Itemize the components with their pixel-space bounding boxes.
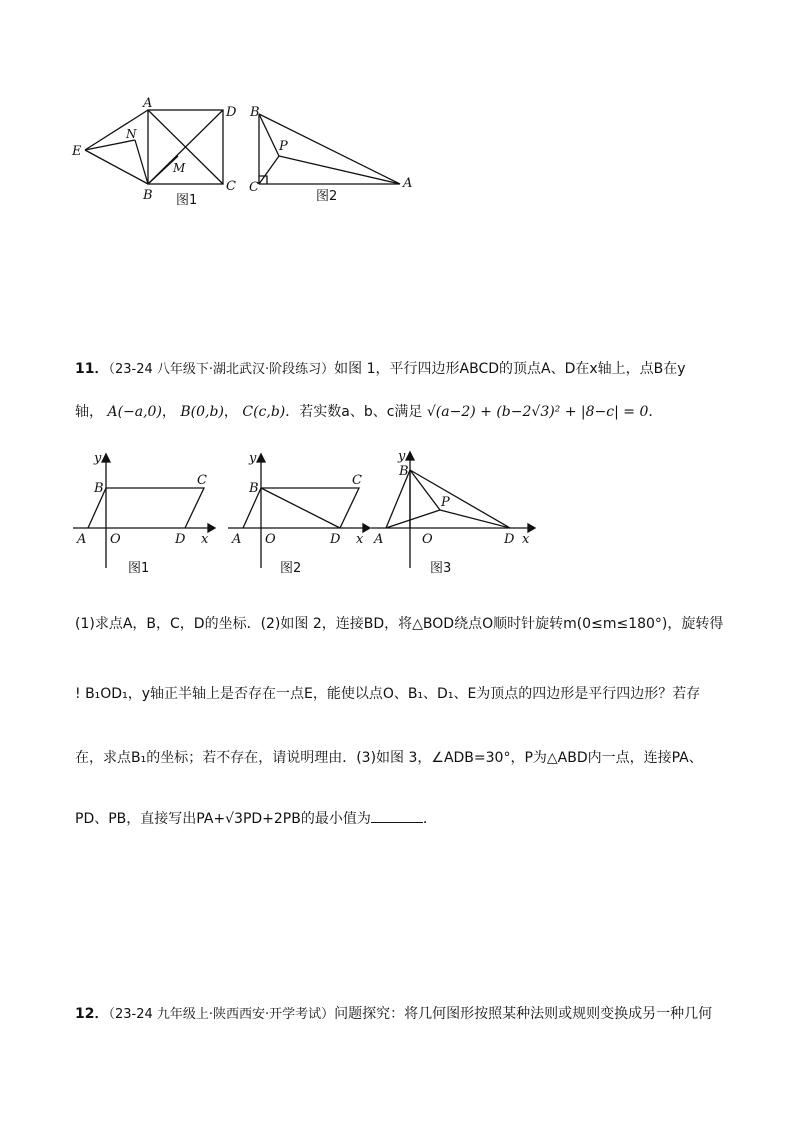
fig1-caption: 图1 (176, 193, 198, 208)
fig2-label-B: B (250, 105, 260, 120)
p11-fig1-caption: 图1 (128, 561, 150, 576)
problem11-line6: PD、PB，直接写出PA+√3PD+2PB的最小值为 ． (75, 811, 437, 827)
fig1-label-M: M (173, 161, 186, 175)
fig2-caption: 图2 (316, 189, 338, 204)
problem11-figures (68, 448, 548, 583)
p11-fig3 (371, 452, 535, 568)
fig2-label-C: C (249, 180, 259, 195)
p11-fig3-D: D (504, 532, 515, 547)
p11-fig3-B: B (399, 464, 409, 479)
point-A: A(−a,0) (107, 404, 162, 420)
problem11-line5: 在，求点B₁的坐标；若不存在，请说明理由．(3)如图 3，∠ADB=30°，P为△ABD内一点，连接PA、 (75, 750, 703, 766)
answer-blank[interactable] (371, 810, 423, 823)
p11-fig1-C: C (197, 473, 207, 488)
fig1-label-C: C (226, 179, 236, 194)
p11-fig3-x: x (522, 532, 530, 547)
fig2-label-A: A (403, 176, 413, 191)
p11-fig2-C: C (352, 473, 362, 488)
problem11-line4: ! B₁OD₁，y轴正半轴上是否存在一点E，能使以点O、B₁、D₁、E为顶点的四边形是平行四边形？若存 (75, 686, 701, 702)
problem11-line1-text: 如图 1，平行四边形ABCD的顶点A、D在x轴上，点B在y (334, 361, 686, 377)
problem11-number: 11． (75, 361, 109, 377)
p11-fig3-A: A (374, 532, 384, 547)
problem11-line6-text: PD、PB，直接写出PA+√3PD+2PB的最小值为 (75, 811, 371, 827)
p11-fig2-O: O (265, 532, 276, 547)
problem11-line1 (75, 358, 686, 378)
problem12-text: 问题探究：将几何图形按照某种法则或规则变换成另一种几何 (334, 1006, 713, 1022)
problem12-line1 (75, 1003, 712, 1023)
top-figure-1 (85, 110, 223, 184)
fig1-label-A: A (143, 96, 153, 111)
p11-fig1-O: O (110, 532, 121, 547)
p11-fig3-caption: 图3 (430, 561, 452, 576)
p11-fig1-x: x (201, 532, 209, 547)
fig1-label-D: D (226, 105, 237, 120)
p11-fig3-y: y (398, 449, 406, 464)
fig1-label-N: N (126, 127, 137, 141)
problem11-line3: (1)求点A，B，C，D的坐标．(2)如图 2，连接BD，将△BOD绕点O顺时针旋转m(0≤m≤180°)，旋转得 (75, 616, 724, 632)
p11-fig2-x: x (356, 532, 364, 547)
fig1-label-E: E (72, 144, 82, 159)
p11-fig2-A: A (232, 532, 242, 547)
top-figures (60, 96, 430, 216)
p11-fig2-caption: 图2 (280, 561, 302, 576)
p11-fig1-y: y (94, 451, 102, 466)
problem11-line2: 轴， A(−a,0)， B(0,b)， C(c,b)．若实数a、b、c满足 √(a−2) + (b−2√3)² + |8−c| = 0． (75, 404, 663, 420)
p11-fig2-B: B (249, 481, 259, 496)
fig1-label-B: B (143, 188, 153, 203)
p11-fig3-O: O (422, 532, 433, 547)
problem11-source: （23-24 八年级下·湖北武汉·阶段练习） (108, 362, 335, 377)
point-C: C(c,b) (242, 404, 286, 420)
p11-fig3-P: P (441, 495, 450, 510)
p11-fig1-B: B (94, 481, 104, 496)
p11-fig2 (228, 454, 370, 568)
p11-fig1 (73, 454, 215, 568)
problem12-number: 12． (75, 1006, 109, 1022)
point-B: B(0,b) (180, 404, 224, 420)
problem12-source: （23-24 九年级上·陕西西安·开学考试） (108, 1007, 335, 1022)
p11-fig2-y: y (249, 451, 257, 466)
p11-fig2-D: D (330, 532, 341, 547)
condition-equation: √(a−2) + (b−2√3)² + |8−c| = 0 (426, 404, 649, 420)
fig2-label-P: P (279, 139, 288, 154)
p11-fig1-D: D (175, 532, 186, 547)
p11-fig1-A: A (77, 532, 87, 547)
